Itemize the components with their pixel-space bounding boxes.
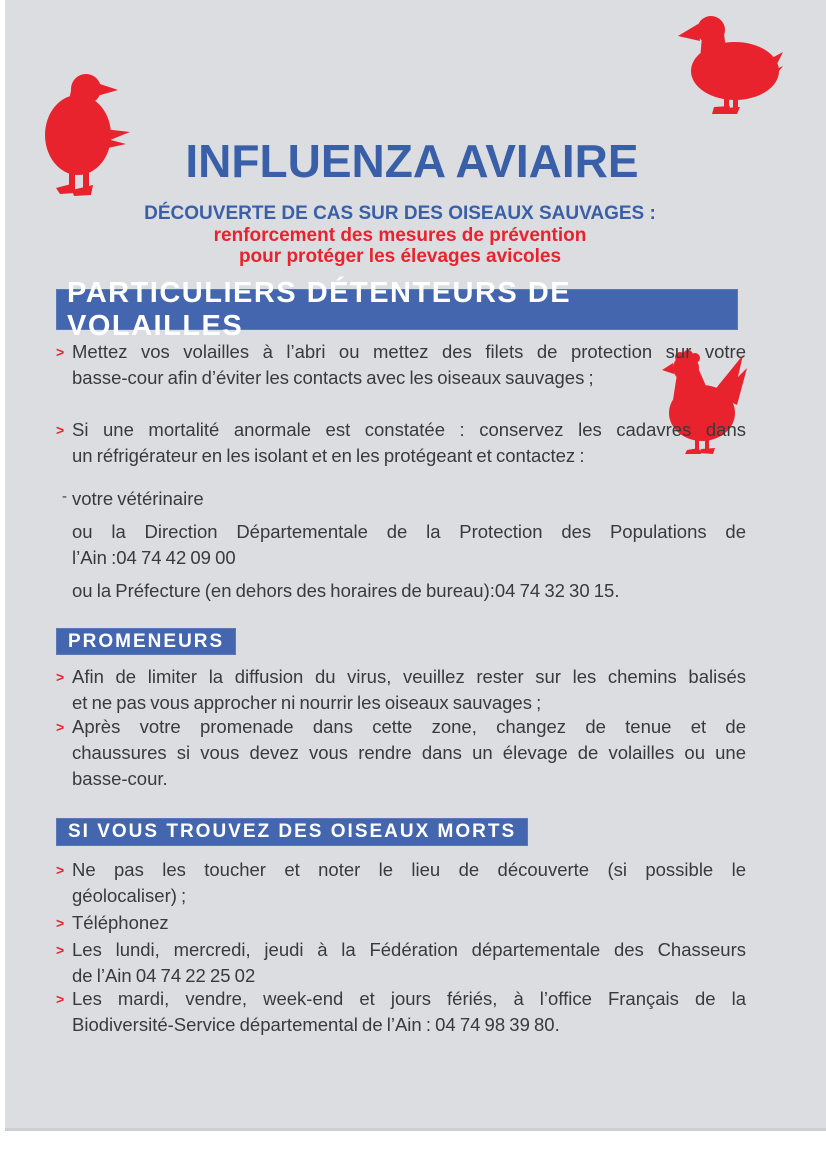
paragraph	[56, 519, 746, 571]
section-heading-promeneurs: PROMENEURS	[56, 628, 236, 655]
section-heading-particuliers: PARTICULIERS DÉTENTEURS DE VOLAILLES	[56, 289, 738, 330]
section-heading-oiseaux-morts: SI VOUS TROUVEZ DES OISEAUX MORTS	[56, 818, 528, 846]
bullet-marker: >	[56, 669, 65, 685]
subtitle-line-1: DÉCOUVERTE DE CAS SUR DES OISEAUX SAUVAGES :	[144, 203, 656, 224]
bullet-line: chaussures si vous devez vous rendre dans un élevage de volailles ou une	[72, 742, 746, 763]
bullet-line: basse-cour afin d’éviter les contacts avec les oiseaux sauvages ;	[72, 367, 594, 388]
duck-icon	[678, 14, 783, 114]
bullet-item	[56, 664, 746, 716]
bullet-marker: >	[56, 719, 65, 735]
bullet-line: Les mardi, vendre, week-end et jours fériés, à l’office Français de la	[72, 988, 746, 1009]
bullet-item	[56, 937, 746, 989]
bullet-marker: >	[56, 915, 65, 931]
bullet-line: un réfrigérateur en les isolant et en les protégeant et contactez :	[72, 445, 585, 466]
dash-line: votre vétérinaire	[72, 488, 204, 509]
bullet-item	[56, 857, 746, 909]
page-title: INFLUENZA AVIAIRE	[185, 135, 639, 187]
dash-marker: -	[62, 488, 67, 505]
bullet-item	[56, 714, 746, 792]
bullet-item	[56, 339, 746, 391]
subtitle-line-2: renforcement des mesures de prévention	[213, 224, 587, 246]
bullet-line: Biodiversité-Service départemental de l’Ain : 04 74 98 39 80.	[72, 1014, 560, 1035]
bullet-line: Si une mortalité anormale est constatée : conservez les cadavres dans	[72, 419, 746, 440]
bullet-marker: >	[56, 991, 65, 1007]
bullet-line: Les lundi, mercredi, jeudi à la Fédération départementale des Chasseurs	[72, 939, 746, 960]
bullet-item	[56, 986, 746, 1038]
bullet-marker: >	[56, 862, 65, 878]
paragraph	[56, 578, 746, 604]
bullet-marker: >	[56, 344, 65, 360]
bullet-line: Après votre promenade dans cette zone, changez de tenue et de	[72, 716, 746, 737]
bullet-line: et ne pas vous approcher ni nourrir les oiseaux sauvages ;	[72, 692, 542, 713]
bullet-line: basse-cour.	[72, 768, 168, 789]
paragraph-line: ou la Préfecture (en dehors des horaires de bureau):04 74 32 30 15.	[72, 580, 620, 601]
bullet-line: Téléphonez	[72, 912, 169, 933]
paragraph-line: ou la Direction Départementale de la Protection des Populations de	[72, 521, 746, 542]
bullet-line: Mettez vos volailles à l’abri ou mettez des filets de protection sur votre	[72, 341, 746, 362]
bullet-line: Ne pas les toucher et noter le lieu de découverte (si possible le	[72, 859, 746, 880]
bullet-item	[56, 910, 746, 936]
bullet-marker: >	[56, 422, 65, 438]
subtitle-line-3: pour protéger les élevages avicoles	[238, 246, 562, 267]
paragraph-line: l’Ain :04 74 42 09 00	[72, 547, 236, 568]
subtitle	[5, 203, 795, 268]
bullet-marker: >	[56, 942, 65, 958]
bullet-line: géolocaliser) ;	[72, 885, 187, 906]
bullet-item	[56, 417, 746, 469]
poster-panel	[5, 0, 826, 1131]
bullet-line: Afin de limiter la diffusion du virus, veuillez rester sur les chemins balisés	[72, 666, 746, 687]
bullet-line: de l’Ain 04 74 22 25 02	[72, 965, 256, 986]
dash-item	[56, 486, 746, 512]
